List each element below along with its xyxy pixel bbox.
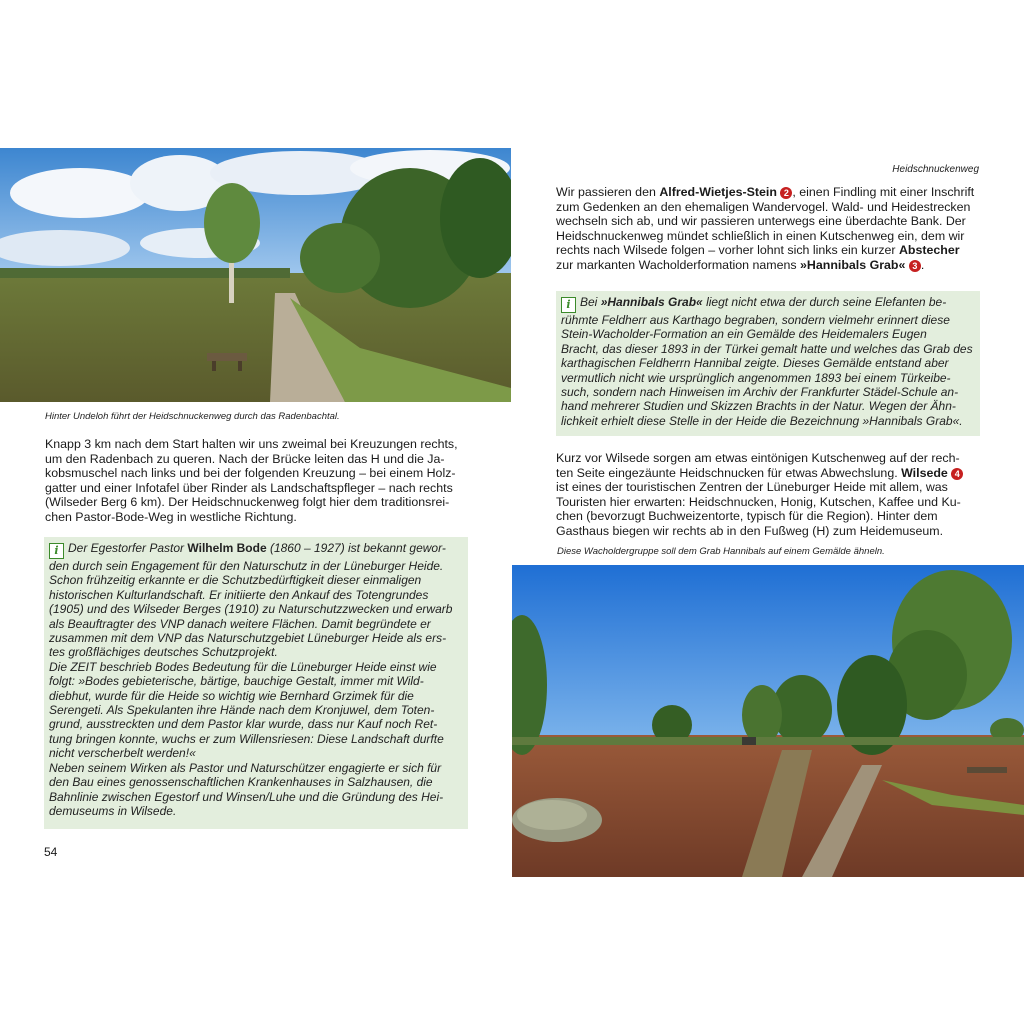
infobox-line: Schon frühzeitig erkannte er die Schutzbedürftigkeit dieser einmaligen [49, 573, 422, 588]
text-line [556, 243, 980, 258]
infobox-line: nicht verscherbelt werden!« [49, 746, 196, 761]
waypoint-badge: 4 [951, 468, 963, 480]
text-line: Heidschnuckenweg mündet schließlich in einen Kutschenweg ein, dem wir [556, 228, 965, 243]
text-line: (Wilseder Berg 6 km). Der Heidschnuckenweg folgt hier dem traditionsrei- [45, 495, 450, 510]
infobox-line: demuseums in Wilsede. [49, 803, 177, 818]
infobox-line: Serengeti. Als Spekulanten ihre Hände nach dem Kronjuwel, dem Toten- [49, 703, 435, 718]
text-line: zur markanten Wacholderformation namens »Hannibals Grab« 3 . [556, 257, 925, 272]
text-line: kobsmuschel nach links und bei der folgenden Kreuzung – bei einem Holz- [45, 466, 456, 481]
text-span: ten Seite eingezäunte Heidschnucken für etwas Abwechslung. [556, 465, 902, 480]
infobox-line: tung bringen konnte, wuchs er zum Willensriesen: Diese Landschaft durfte [49, 731, 444, 746]
text-line: gatter und einer Infotafel über Rinder als Landschaftspfleger – nach rechts [45, 480, 453, 495]
infobox-line: folgt: »Bodes gebieterische, bärtige, bauchige Gestalt, immer mit Wild- [49, 674, 424, 689]
info-box-hannibals-grab [556, 291, 980, 436]
text-span: rechts nach Wilsede folgen – vorher lohnt sich links ein kurzer [556, 243, 899, 258]
infobox-line: den durch sein Engagement für den Naturschutz in der Lüneburger Heide. [49, 559, 444, 573]
photo-radenbachtal [0, 148, 511, 402]
infobox-line: zusammen mit dem VNP das Naturschutzgebiet Lüneburger Heide als ers- [49, 631, 447, 646]
text-line [556, 466, 980, 481]
text-line: um den Radenbach zu queren. Nach der Brücke leiten das H und die Ja- [45, 451, 445, 466]
text-line: Knapp 3 km nach dem Start halten wir uns zweimal bei Kreuzungen rechts, [45, 437, 458, 451]
text-line: chen (bevorzugt Buchweizentorte, typisch für die Region). Hinter dem [556, 509, 938, 524]
text-span: , einen Findling mit einer Inschrift [792, 185, 975, 199]
infobox-name: Wilhelm Bode [187, 541, 267, 555]
infobox-line: Die ZEIT beschrieb Bodes Bedeutung für die Lüneburger Heide einst wie [49, 659, 437, 674]
infobox-line: tes großflächiges deutsches Schutzprojekt. [49, 645, 278, 660]
right-photo-caption: Diese Wacholdergruppe soll dem Grab Hannibals auf einem Gemälde ähneln. [557, 546, 885, 557]
heather-juniper-image [512, 565, 1024, 877]
heath-path-image [0, 148, 511, 402]
infobox-line: Stein-Wacholder-Formation an ein Gemälde des Heidemalers Eugen [561, 327, 927, 342]
text-line: Touristen hier erwarten: Heidschnucken, Honig, Kutschen, Kaffee und Ku- [556, 494, 961, 509]
text-line: ist eines der touristischen Zentren der Lüneburger Heide mit allem, was [556, 480, 948, 495]
info-icon: i [49, 543, 64, 559]
infobox-line: grund, ausstreckten und dem Pastor klar wurde, dass nur Kauf noch Ret- [49, 717, 438, 732]
photo-hannibals-grab [512, 565, 1024, 877]
text-line: chen Pastor-Bode-Weg in westliche Richtung. [45, 509, 297, 524]
right-body-paragraph-2 [556, 451, 980, 539]
infobox-line: diebhut, wurde für die Heide so wichtig wie Bernhard Grzimek für die [49, 688, 414, 703]
infobox-line: vermutlich nicht wie ursprünglich angenommen 1893 bei einem Türkeibe- [561, 370, 951, 385]
highlight-term: Abstecher [898, 243, 960, 258]
infobox-line: Bracht, das dieser 1893 in der Türkei gemalt hatte und welches das Grab des [561, 341, 973, 356]
infobox-line: historischen Kulturlandschaft. Er initiierte den Ankauf des Totengrundes [49, 587, 429, 602]
infobox-text: liegt nicht etwa der durch seine Elefanten be- [702, 295, 947, 309]
infobox-intro: Bei [580, 295, 601, 309]
place-name: Alfred-Wietjes-Stein [659, 185, 777, 199]
infobox-line: hand mehrerer Studien und Skizzen Brachts in der Natur. Wegen der Ähn- [561, 399, 956, 414]
infobox-text: (1860 – 1927) ist bekannt gewor- [266, 541, 446, 555]
page-number: 54 [44, 845, 58, 859]
info-box-wilhelm-bode [44, 537, 468, 829]
info-icon: i [561, 297, 576, 313]
infobox-name: »Hannibals Grab« [600, 295, 703, 309]
infobox-line: den Bau eines genossenschaftlichen Krankenhauses in Salzhausen, die [49, 775, 433, 790]
infobox-line: karthagischen Feldherrn Hannibal zeigte. Dieses Gemälde entstand aber [561, 356, 949, 371]
infobox-intro: Der Egestorfer Pastor [68, 541, 188, 555]
running-head: Heidschnuckenweg [892, 164, 979, 175]
text-line: wechseln sich ab, und wir passieren unterwegs eine überdachte Bank. Der [556, 214, 966, 229]
text-line: zum Gedenken an den ehemaligen Wandervogel. Wald- und Heidestrecken [556, 199, 971, 214]
text-line [556, 185, 980, 200]
left-photo-caption: Hinter Undeloh führt der Heidschnuckenweg durch das Radenbachtal. [45, 411, 340, 422]
right-body-paragraph-1 [556, 185, 980, 273]
infobox-line: rühmte Feldherr aus Karthago begraben, sondern vielmehr erinnert diese [561, 313, 950, 327]
infobox-line: Bahnlinie zwischen Egestorf und Winsen/Luhe und die Gründung des Hei- [49, 789, 444, 804]
text-line: Gasthaus biegen wir rechts ab in den Fußweg (H) zum Heidemuseum. [556, 523, 944, 538]
place-name: »Hannibals Grab« [800, 257, 906, 272]
left-body-paragraph [45, 437, 470, 525]
text-line: Kurz vor Wilsede sorgen am etwas eintönigen Kutschenweg auf der rech- [556, 451, 960, 465]
text-span: Wir passieren den [556, 185, 660, 199]
place-name: Wilsede [901, 465, 948, 480]
infobox-line: als Beauftragter des VNP danach weitere Flächen. Damit begründete er [49, 616, 431, 631]
text-span: zur markanten Wacholderformation namens [556, 257, 801, 272]
infobox-line: (1905) und des Wilseder Berges (1910) zu Naturschutzzwecken und erwarb [49, 602, 453, 617]
infobox-line: Neben seinem Wirken als Pastor und Naturschützer engagierte er sich für [49, 760, 442, 775]
infobox-line: lichkeit erhielt diese Stelle in der Heide die Bezeichnung »Hannibals Grab«. [561, 413, 963, 428]
infobox-line: such, sondern nach Hinweisen im Archiv der Frankfurter Städel-Schule an- [561, 385, 959, 400]
waypoint-badge: 2 [780, 187, 792, 199]
waypoint-badge: 3 [909, 260, 921, 272]
